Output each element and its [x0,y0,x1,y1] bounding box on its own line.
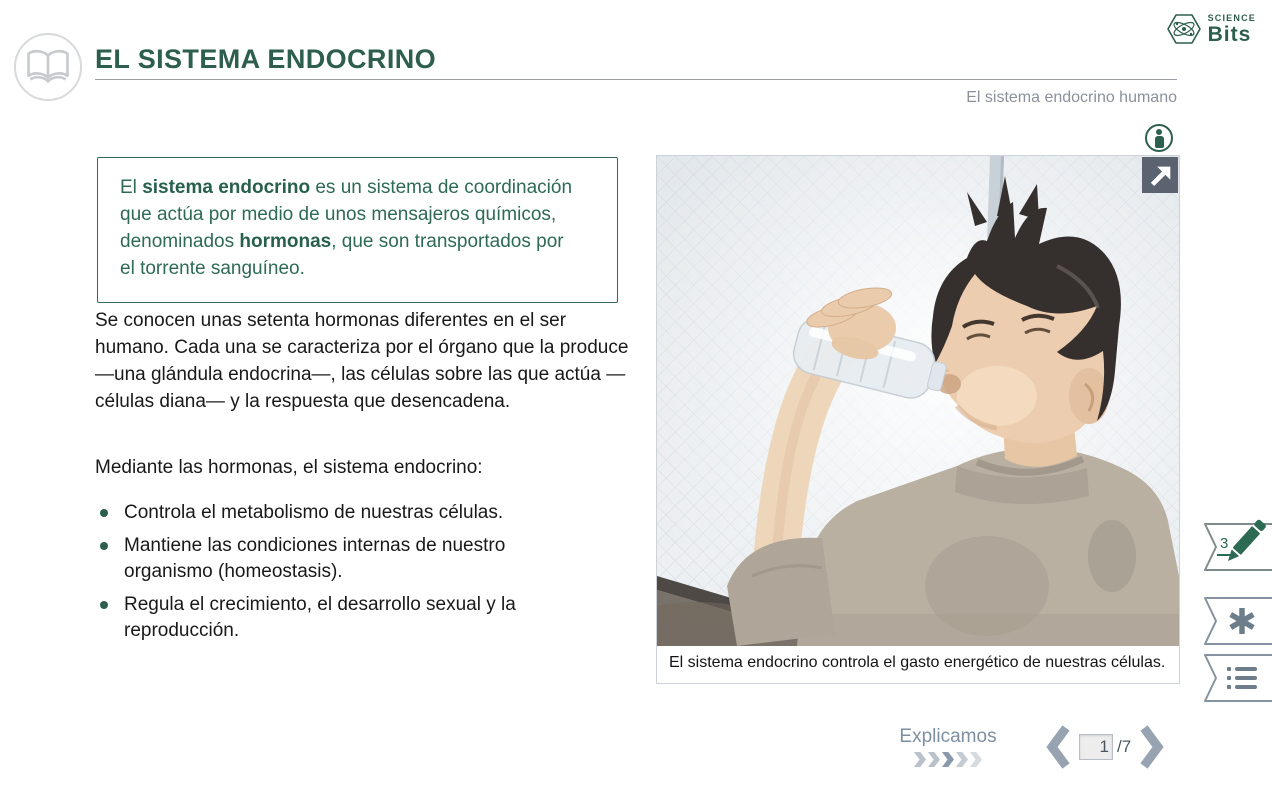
page-navigation [1046,724,1164,770]
breadcrumb-subtitle: El sistema endocrino humano [966,89,1177,106]
term-sistema-endocrino: sistema endocrino [142,177,311,198]
bullet-icon [100,509,108,517]
pencil-icon [1224,509,1272,569]
tab-notes[interactable] [1204,523,1272,571]
progress-chevron-active [942,752,954,767]
tab-glossary[interactable] [1204,597,1272,645]
lesson-figure [656,155,1180,684]
science-bits-logo [1165,9,1256,49]
arrow-up-right-icon [1145,160,1175,190]
progress-chevron [928,752,940,767]
photo-boy-drinking-water [657,156,1179,646]
next-page-button[interactable] [1140,725,1164,769]
list-icon [1226,666,1258,690]
figure-caption: El sistema endocrino controla el gasto energético de nuestras células. [657,646,1179,683]
expand-image-button[interactable] [1142,157,1178,193]
chevron-right-icon [1140,725,1164,769]
image-info-button[interactable] [1145,124,1173,152]
page-total: /7 [1117,737,1132,756]
asterisk-icon [1228,607,1256,635]
page-title: EL SISTEMA ENDOCRINO [95,44,437,74]
section-indicator [858,726,1038,767]
progress-chevron [956,752,968,767]
body-paragraph-1: Se conocen unas setenta hormonas diferentes en el ser humano. Cada una se caracteriza por el órgano que la produce —una glándula endocrina—, las células sobre las que actúa —células diana— y la respuesta que desencadena. [95,310,629,412]
bullet-icon [100,601,108,609]
section-label: Explicamos [899,726,997,747]
chevron-left-icon [1046,725,1070,769]
page-number-input[interactable] [1079,734,1113,760]
list-item: Regula el crecimiento, el desarrollo sexual y la reproducción. [98,592,554,645]
brand-word-science: SCIENCE [1207,12,1256,23]
bullet-icon [100,542,108,550]
body-paragraph-2: Mediante las hormonas, el sistema endocrino: [95,457,483,478]
term-hormonas: hormonas [239,230,332,252]
progress-chevron [970,752,982,767]
info-person-icon [1156,129,1162,135]
section-progress [858,752,1038,767]
progress-chevron [914,752,926,767]
book-icon [14,33,82,101]
list-item: Controla el metabolismo de nuestras células. [98,500,554,527]
definition-text: El sistema endocrino es un sistema de coordinación que actúa por medio de unos mensajeros químicos, denominados hormonas, que son transportados por el torrente sanguíneo. [120,177,573,279]
functions-bullet-list [98,500,568,651]
tab-index[interactable] [1204,654,1272,702]
previous-page-button[interactable] [1046,725,1070,769]
title-divider [95,79,1177,80]
list-item: Mantiene las condiciones internas de nuestro organismo (homeostasis). [98,533,554,586]
atom-hexagon-icon [1165,9,1203,49]
notes-count-badge: 3 [1217,536,1233,556]
definition-box [97,157,618,303]
brand-word-bits: Bits [1207,22,1252,46]
